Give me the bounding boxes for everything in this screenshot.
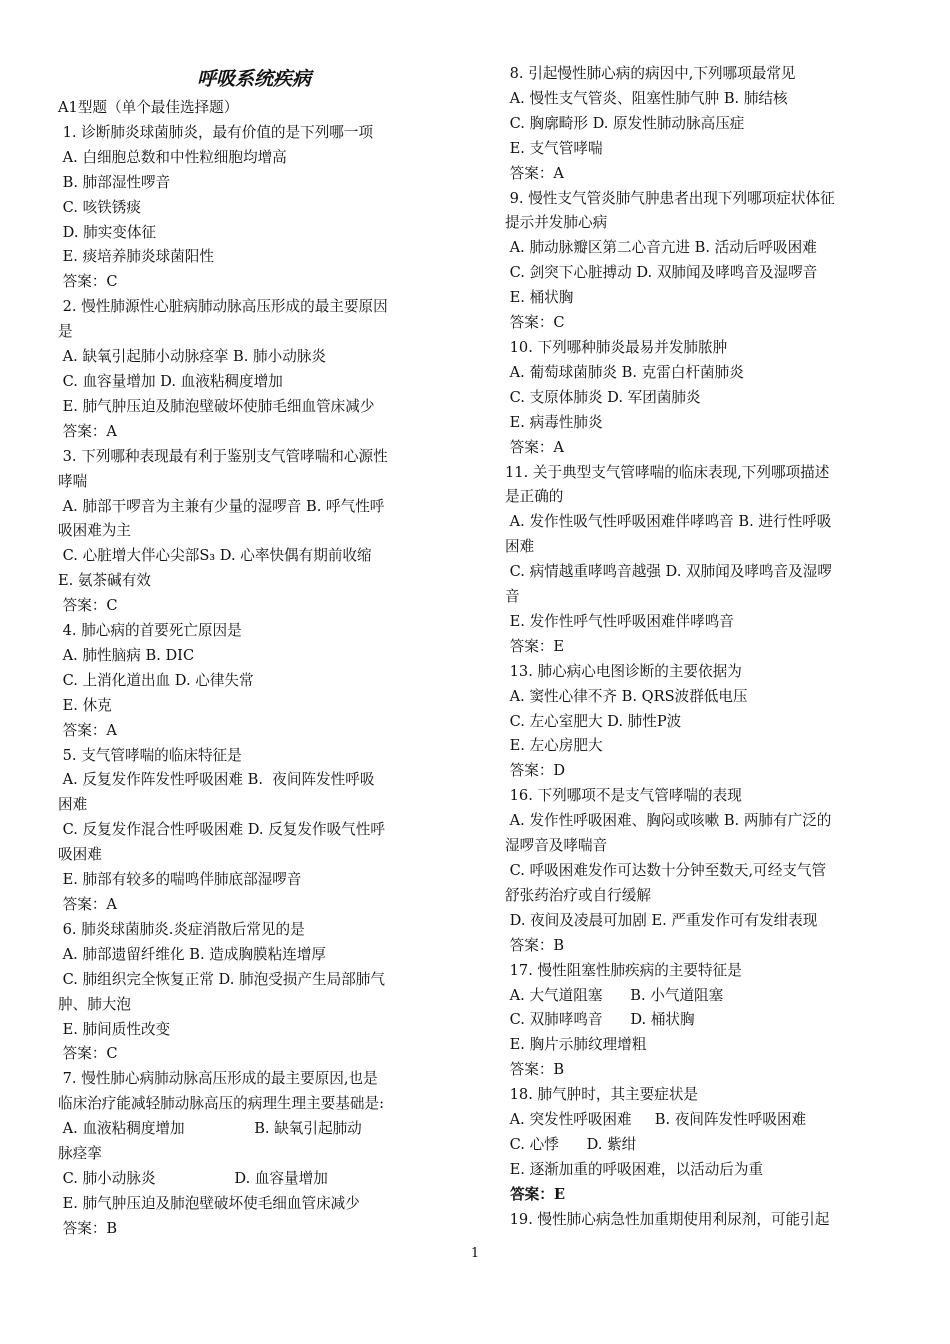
text-line: C. 双肺哮鸣音 D. 桶状胸: [505, 1011, 695, 1029]
left-text-lines: [58, 121, 450, 1242]
text-line: C. 病情越重哮鸣音越强 D. 双肺闻及哮鸣音及湿啰: [505, 563, 832, 581]
page-number: 1: [470, 1246, 480, 1261]
text-line: 13. 肺心病心电图诊断的主要依据为: [505, 662, 742, 680]
text-line: A. 葡萄球菌肺炎 B. 克雷白杆菌肺炎: [505, 363, 744, 381]
text-line: 答案：E: [505, 1185, 565, 1203]
text-line: 是正确的: [505, 488, 564, 506]
text-line: E. 胸片示肺纹理增粗: [505, 1036, 647, 1054]
text-line: C. 反复发作混合性呼吸困难 D. 反复发作吸气性呼: [58, 821, 385, 839]
text-line: A. 反复发作阵发性呼吸困难 B. 夜间阵发性呼吸: [58, 771, 375, 789]
text-line: A. 肺性脑病 B. DIC: [58, 646, 195, 664]
text-line: 哮喘: [58, 472, 88, 490]
text-line: 答案：E: [505, 637, 565, 655]
text-line: A. 血液粘稠度增加 B. 缺氧引起肺动: [58, 1120, 362, 1138]
text-line: 1. 诊断肺炎球菌肺炎，最有价值的是下列哪一项: [58, 123, 374, 141]
text-line: 答案：C: [58, 273, 118, 291]
text-line: E. 支气管哮喘: [505, 139, 603, 157]
text-line: E. 肺间质性改变: [58, 1020, 171, 1038]
text-line: 4. 肺心病的首要死亡原因是: [58, 622, 242, 640]
text-line: 答案：B: [58, 1219, 118, 1237]
text-line: C. 心悸 D. 紫绀: [505, 1135, 637, 1153]
left-column: [58, 62, 450, 1242]
text-line: 5. 支气管哮喘的临床特征是: [58, 746, 242, 764]
text-line: C. 呼吸困难发作可达数十分钟至数天,可经支气管: [505, 862, 827, 879]
text-line: C. 胸廓畸形 D. 原发性肺动脉高压症: [505, 114, 745, 132]
text-line: C. 咳铁锈痰: [58, 198, 141, 216]
text-line: 19. 慢性肺心病急性加重期使用利尿剂，可能引起: [505, 1210, 830, 1228]
right-column: [505, 62, 897, 1233]
text-line: 答案：B: [505, 1061, 565, 1079]
text-line: A. 发作性呼吸困难、胸闷或咳嗽 B. 两肺有广泛的: [505, 812, 832, 830]
text-line: C. 支原体肺炎 D. 军团菌肺炎: [505, 388, 701, 406]
text-line: 18. 肺气肿时，其主要症状是: [505, 1086, 699, 1104]
text-line: E. 休克: [58, 696, 112, 714]
text-line: E. 左心房肥大: [505, 737, 603, 755]
text-line: C. 心脏增大伴心尖部S₃ D. 心率快偶有期前收缩: [58, 547, 372, 565]
text-line: 16. 下列哪项不是支气管哮喘的表现: [505, 787, 742, 805]
right-text-lines: [505, 62, 897, 1233]
text-line: A. 慢性支气管炎、阻塞性肺气肿 B. 肺结核: [505, 89, 788, 107]
text-line: 答案：D: [505, 762, 566, 780]
text-line: E. 肺部有较多的喘鸣伴肺底部湿啰音: [58, 871, 302, 889]
text-line: 10. 下列哪种肺炎最易并发肺脓肿: [505, 338, 728, 356]
text-line: B. 肺部湿性啰音: [58, 173, 171, 191]
text-line: A. 缺氧引起肺小动脉痉挛 B. 肺小动脉炎: [58, 348, 327, 366]
text-line: 3. 下列哪种表现最有利于鉴别支气管哮喘和心源性: [58, 447, 388, 465]
text-line: 答案：A: [58, 896, 117, 913]
text-line: 是: [58, 323, 73, 341]
text-line: 困难: [505, 538, 535, 556]
text-line: C. 肺小动脉炎 D. 血容量增加: [58, 1169, 328, 1187]
text-line: 7. 慢性肺心病肺动脉高压形成的最主要原因,也是: [58, 1070, 378, 1088]
text-line: 答案：C: [58, 1045, 118, 1063]
text-line: 肿、肺大泡: [58, 995, 131, 1013]
text-line: 答案：C: [505, 314, 565, 332]
text-line: A. 肺部干啰音为主兼有少量的湿啰音 B. 呼气性呼: [58, 497, 385, 515]
text-line: 17. 慢性阻塞性肺疾病的主要特征是: [505, 961, 742, 979]
text-line: E. 逐渐加重的呼吸困难，以活动后为重: [505, 1160, 764, 1178]
text-line: A. 白细胞总数和中性粒细胞均增高: [58, 148, 287, 166]
text-line: C. 上消化道出血 D. 心律失常: [58, 671, 254, 689]
text-line: 湿啰音及哮喘音: [505, 837, 608, 855]
text-line: 8. 引起慢性肺心病的病因中,下列哪项最常见: [505, 65, 796, 82]
text-line: 临床治疗能减轻肺动脉高压的病理生理主要基础是:: [58, 1095, 384, 1113]
text-line: 11. 关于典型支气管哮喘的临床表现,下列哪项描述: [505, 463, 830, 481]
text-line: 答案：A: [505, 164, 564, 182]
text-line: E. 痰培养肺炎球菌阳性: [58, 248, 214, 266]
text-line: E. 肺气肿压迫及肺泡壁破坏使肺毛细血管床减少: [58, 397, 375, 415]
text-line: E. 桶状胸: [505, 289, 574, 307]
text-line: 答案：A: [505, 438, 564, 456]
text-line: A. 肺部遗留纤维化 B. 造成胸膜粘连增厚: [58, 945, 327, 963]
text-line: 答案：B: [505, 936, 565, 954]
document-title: 呼吸系统疾病: [196, 68, 311, 90]
text-line: 吸困难: [58, 846, 102, 864]
text-line: 舒张药治疗或自行缓解: [505, 886, 651, 904]
text-line: 吸困难为主: [58, 522, 131, 540]
text-line: A. 大气道阻塞 B. 小气道阻塞: [505, 986, 724, 1004]
text-line: 答案：C: [58, 597, 118, 615]
text-line: 答案：A: [58, 422, 117, 440]
text-line: 脉痉挛: [58, 1145, 102, 1163]
text-line: E. 病毒性肺炎: [505, 413, 603, 431]
text-line: 困难: [58, 796, 88, 814]
text-line: 2. 慢性肺源性心脏病肺动脉高压形成的最主要原因: [58, 298, 388, 316]
text-line: 6. 肺炎球菌肺炎.炎症消散后常见的是: [58, 920, 305, 938]
text-line: E. 肺气肿压迫及肺泡壁破坏使毛细血管床减少: [58, 1194, 360, 1212]
text-line: A. 发作性吸气性呼吸困难伴哮鸣音 B. 进行性呼吸: [505, 513, 832, 531]
text-line: D. 肺实变体征: [58, 223, 157, 241]
text-line: C. 剑突下心脏搏动 D. 双肺闻及哮鸣音及湿啰音: [505, 264, 818, 282]
text-line: D. 夜间及凌晨可加剧 E. 严重发作可有发绀表现: [505, 911, 818, 929]
text-line: E. 发作性呼气性呼吸困难伴哮鸣音: [505, 612, 734, 630]
text-line: A. 肺动脉瓣区第二心音亢进 B. 活动后呼吸困难: [505, 239, 817, 257]
text-line: 提示并发肺心病: [505, 214, 608, 232]
text-line: C. 血容量增加 D. 血液粘稠度增加: [58, 372, 283, 390]
text-line: 音: [505, 588, 520, 606]
text-line: A. 窦性心律不齐 B. QRS波群低电压: [505, 687, 748, 705]
text-line: C. 左心室肥大 D. 肺性P波: [505, 712, 682, 730]
text-line: A. 突发性呼吸困难 B. 夜间阵发性呼吸困难: [505, 1111, 807, 1129]
text-line: 答案：A: [58, 721, 117, 739]
text-line: C. 肺组织完全恢复正常 D. 肺泡受损产生局部肺气: [58, 970, 385, 988]
section-heading: A1型题（单个最佳选择题）: [58, 99, 239, 116]
text-line: 9. 慢性支气管炎肺气肿患者出现下列哪项症状体征: [505, 189, 835, 207]
text-line: E. 氨茶碱有效: [58, 572, 151, 590]
